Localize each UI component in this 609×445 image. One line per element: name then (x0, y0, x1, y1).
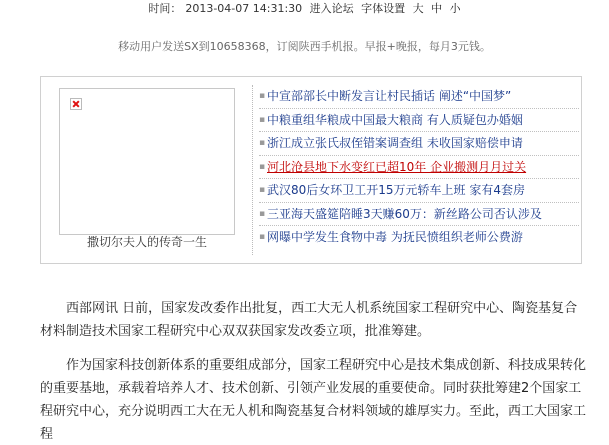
font-size-medium-link[interactable]: 中 (431, 2, 443, 15)
news-item (259, 179, 579, 203)
article-body (40, 297, 588, 445)
feature-image[interactable] (59, 88, 235, 235)
feature-caption-link[interactable]: 撒切尔夫人的传奇一生 (86, 235, 207, 249)
bullet-icon: ▪ (259, 138, 266, 148)
enter-forum-link[interactable]: 进入论坛 (309, 2, 354, 15)
news-link[interactable]: 河北沧县地下水变红已超10年 企业搬测月月过关 (267, 159, 527, 174)
news-link[interactable]: 中粮重组华粮成中国最大粮商 有人质疑包办婚姻 (267, 112, 523, 127)
news-link[interactable]: 浙江成立张氏叔侄错案调查组 未收国家赔偿申请 (267, 136, 523, 150)
mobile-newspaper-promo: 移动用户发送SX到10658368，订阅陕西手机报。早报+晚报，每月3元钱。 (118, 40, 491, 53)
font-size-small-link[interactable]: 小 (449, 2, 461, 15)
news-link[interactable]: 武汉80后女环卫工开15万元轿车上班 家有4套房 (267, 183, 525, 197)
bullet-icon: ▪ (259, 91, 266, 101)
news-item-highlighted (259, 156, 579, 180)
font-settings-link[interactable]: 字体设置 (361, 2, 406, 15)
news-item (259, 132, 579, 156)
news-item (259, 203, 579, 227)
bullet-icon: ▪ (259, 185, 266, 195)
font-size-large-link[interactable]: 大 (412, 2, 424, 15)
related-news-panel (40, 76, 582, 264)
bullet-icon: ▪ (259, 232, 266, 242)
news-list (259, 85, 579, 250)
news-link[interactable]: 中宣部部长中断发言让村民插话 阐述“中国梦” (267, 89, 512, 103)
news-item (259, 226, 579, 250)
panel-divider (252, 85, 253, 255)
broken-image-icon (70, 98, 82, 110)
article-paragraph: 西部网讯 日前，国家发改委作出批复，西工大无人机系统国家工程研究中心、陶瓷基复合材料制造技术国家工程研究中心双双获国家发改委立项，批准筹建。 (40, 301, 578, 339)
article-paragraph: 作为国家科技创新体系的重要组成部分，国家工程研究中心是技术集成创新、科技成果转化的重要基地，承载着培养人才、技术创新、引领产业发展的重要使命。同时获批筹建2个国家工程研究中心，充分说明西工大在无人机和陶瓷基复合材料领域的雄厚实力。至此，西工大国家工程 (40, 358, 587, 442)
publish-time-label: 时间： (148, 2, 182, 15)
bullet-icon: ▪ (259, 208, 266, 219)
news-item (259, 85, 579, 109)
news-item (259, 109, 579, 133)
news-link[interactable]: 网曝中学发生食物中毒 为抚民愤组织老师公费游 (267, 230, 523, 244)
bullet-icon: ▪ (259, 114, 266, 125)
news-link[interactable]: 三亚海天盛筵陪睡3天赚60万：新丝路公司否认涉及 (267, 206, 542, 221)
bullet-icon: ▪ (259, 161, 266, 172)
article-meta-bar (0, 0, 609, 17)
publish-time: 2013-04-07 14:31:30 (185, 2, 303, 15)
